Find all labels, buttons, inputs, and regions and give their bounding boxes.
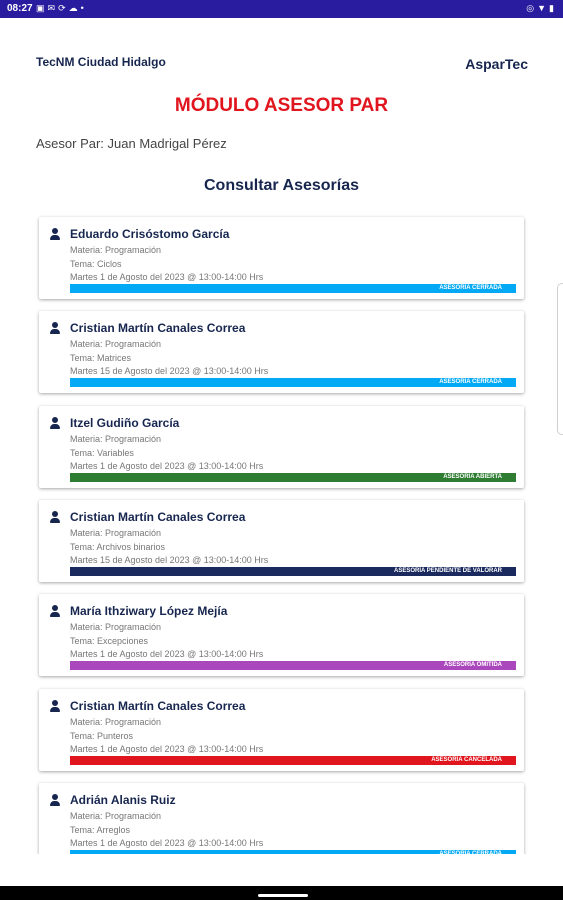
status-bar xyxy=(0,0,563,18)
person-icon xyxy=(50,605,60,617)
materia-label: Materia: Programación xyxy=(70,527,162,538)
tema-label: Tema: Matrices xyxy=(70,353,132,364)
asesoria-card[interactable] xyxy=(39,311,524,393)
home-gesture-pill[interactable] xyxy=(258,894,308,897)
dot-icon: • xyxy=(80,3,87,13)
notification-icon: ▣ xyxy=(36,3,48,13)
asesoria-card[interactable] xyxy=(39,689,524,771)
status-bar-label: ASESORÍA CERRADA xyxy=(70,850,516,854)
status-bar-label: ASESORÍA CERRADA xyxy=(70,378,516,387)
person-icon xyxy=(50,322,60,334)
asesor-label: Asesor Par: Juan Madrigal Pérez xyxy=(36,136,227,151)
person-icon xyxy=(50,794,60,806)
materia-label: Materia: Programación xyxy=(70,622,162,633)
student-name: Cristian Martín Canales Correa xyxy=(70,509,246,524)
section-title: Consultar Asesorías xyxy=(203,177,359,194)
status-bar-label: ASESORÍA PENDIENTE DE VALORAR xyxy=(70,567,516,576)
asesoria-card[interactable] xyxy=(39,783,524,854)
student-name: Cristian Martín Canales Correa xyxy=(70,321,246,336)
person-icon xyxy=(50,700,60,712)
status-bar-label: ASESORÍA CERRADA xyxy=(70,284,516,293)
gmail-icon: ✉ xyxy=(47,3,59,13)
status-right-icons xyxy=(526,3,557,14)
date-label: Martes 15 de Agosto del 2023 @ 13:00-14:00 Hrs xyxy=(70,554,269,565)
date-label: Martes 1 de Agosto del 2023 @ 13:00-14:00 Hrs xyxy=(70,743,264,754)
person-icon xyxy=(50,228,60,240)
asesorias-list[interactable] xyxy=(0,213,563,854)
status-time: 08:27 xyxy=(7,3,33,14)
materia-label: Materia: Programación xyxy=(70,433,162,444)
navigation-bar xyxy=(0,886,563,900)
asesoria-card[interactable] xyxy=(39,594,524,676)
module-title: MÓDULO ASESOR PAR xyxy=(174,95,389,116)
side-scroll-handle[interactable] xyxy=(557,283,563,435)
status-bar-label: ASESORÍA ABIERTA xyxy=(70,473,516,482)
materia-label: Materia: Programación xyxy=(70,810,162,821)
cloud-icon: ☁ xyxy=(68,3,81,13)
materia-label: Materia: Programación xyxy=(70,339,162,350)
date-label: Martes 1 de Agosto del 2023 @ 13:00-14:00 Hrs xyxy=(70,460,264,471)
location-icon: ◎ xyxy=(526,3,538,13)
tema-label: Tema: Ciclos xyxy=(70,259,122,269)
person-icon xyxy=(50,511,60,523)
student-name: Cristian Martín Canales Correa xyxy=(70,698,246,713)
date-label: Martes 1 de Agosto del 2023 @ 13:00-14:00 Hrs xyxy=(70,272,264,282)
student-name: Eduardo Crisóstomo García xyxy=(70,227,230,241)
materia-label: Materia: Programación xyxy=(70,245,162,255)
asesoria-card[interactable] xyxy=(39,406,524,488)
person-icon xyxy=(50,417,60,429)
sync-icon: ⟳ xyxy=(58,3,69,13)
date-label: Martes 1 de Agosto del 2023 @ 13:00-14:00 Hrs xyxy=(70,649,264,660)
status-bar-label: ASESORÍA CANCELADA xyxy=(70,756,516,765)
asesoria-card[interactable] xyxy=(39,217,524,299)
status-left-icons xyxy=(36,3,87,14)
tema-label: Tema: Punteros xyxy=(70,730,134,741)
asesoria-card[interactable] xyxy=(39,500,524,582)
tema-label: Tema: Arreglos xyxy=(70,824,131,835)
date-label: Martes 1 de Agosto del 2023 @ 13:00-14:00 Hrs xyxy=(70,837,264,848)
student-name: Itzel Gudiño García xyxy=(70,415,180,430)
tema-label: Tema: Archivos binarios xyxy=(70,541,166,552)
status-bar-label: ASESORÍA OMITIDA xyxy=(70,661,516,670)
wifi-icon: ▼ xyxy=(537,3,550,13)
student-name: María Ithziwary López Mejía xyxy=(70,604,228,619)
institution-label: TecNM Ciudad Hidalgo xyxy=(36,55,166,69)
app-name: AsparTec xyxy=(465,56,528,72)
student-name: Adrián Alanis Ruiz xyxy=(70,792,176,807)
tema-label: Tema: Excepciones xyxy=(70,636,149,647)
date-label: Martes 15 de Agosto del 2023 @ 13:00-14:00 Hrs xyxy=(70,366,269,377)
materia-label: Materia: Programación xyxy=(70,716,162,727)
tema-label: Tema: Variables xyxy=(70,447,134,458)
battery-icon: ▮ xyxy=(549,3,557,13)
